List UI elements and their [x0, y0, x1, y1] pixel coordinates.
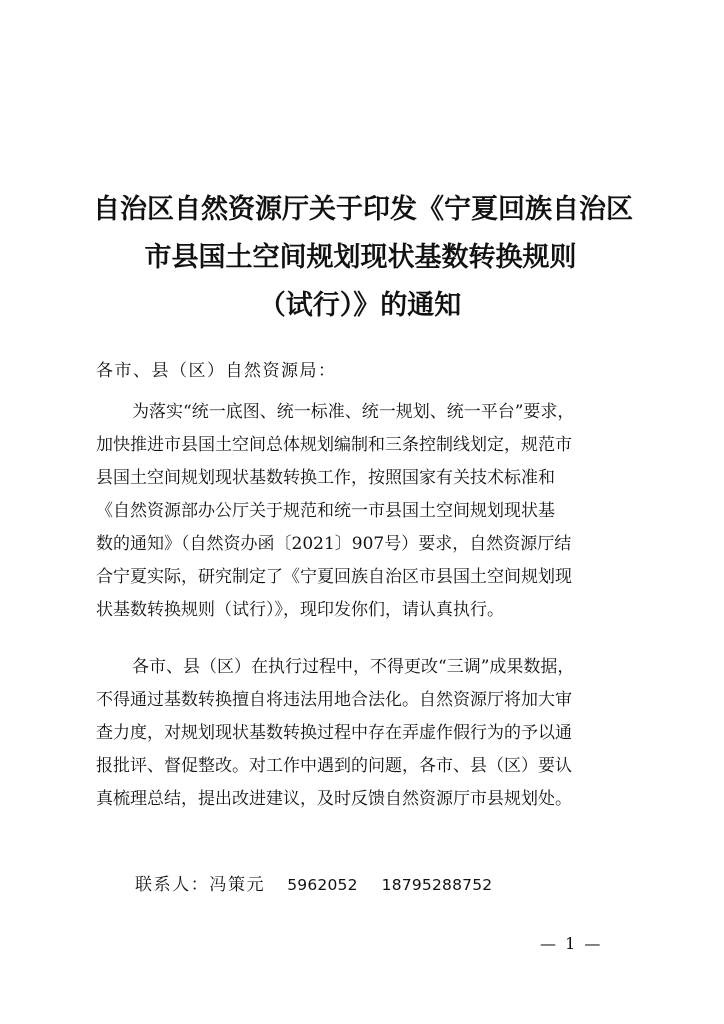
paragraph-2-line-1: 各市、县（区）在执行过程中，不得更改“三调”成果数据， [132, 657, 575, 677]
contact-name: 冯策元 [209, 875, 266, 895]
body-paragraph-2 [96, 651, 636, 816]
contact-phone: 5962052 [287, 876, 358, 894]
paragraph-2-line-4: 报批评、督促整改。对工作中遇到的问题，各市、县（区）要认 [96, 756, 572, 776]
paragraph-1-line-2: 加快推进市县国土空间总体规划编制和三条控制线划定，规范市 [96, 435, 572, 455]
salutation: 各市、县（区）自然资源局： [96, 361, 337, 381]
paragraph-1-line-7: 状基数转换规则（试行）》，现印发你们，请认真执行。 [96, 600, 504, 620]
paragraph-1-line-3: 县国土空间规划现状基数转换工作，按照国家有关技术标准和 [96, 468, 555, 488]
paragraph-2-line-2: 不得通过基数转换擅自将违法用地合法化。自然资源厅将加大审 [96, 690, 572, 710]
paragraph-1-line-4: 《自然资源部办公厅关于规范和统一市县国土空间规划现状基 [96, 501, 555, 521]
contact-label: 联系人： [135, 875, 210, 895]
paragraph-2-line-5: 真梳理总结，提出改进建议，及时反馈自然资源厅市县规划处。 [96, 789, 572, 809]
document-title [0, 186, 724, 330]
paragraph-1-line-1: 为落实“统一底图、统一标准、统一规划、统一平台”要求， [132, 402, 575, 422]
contact-mobile: 18795288752 [381, 876, 493, 894]
paragraph-1-line-6: 合宁夏实际，研究制定了《宁夏回族自治区市县国土空间规划现 [96, 567, 572, 587]
body-paragraph-1 [96, 396, 636, 627]
paragraph-1-line-5: 数的通知》（自然资办函〔2021〕907号）要求，自然资源厅结 [96, 534, 572, 554]
title-line-2: 市县国土空间规划现状基数转换规则 [144, 242, 577, 273]
contact-info [135, 873, 492, 897]
page-number: — 1 — [540, 934, 603, 953]
title-line-3: （试行）》的通知 [258, 290, 462, 321]
paragraph-2-line-3: 查力度，对规划现状基数转换过程中存在弄虚作假行为的予以通 [96, 723, 572, 743]
title-line-1: 自治区自然资源厅关于印发《宁夏回族自治区 [93, 194, 633, 225]
